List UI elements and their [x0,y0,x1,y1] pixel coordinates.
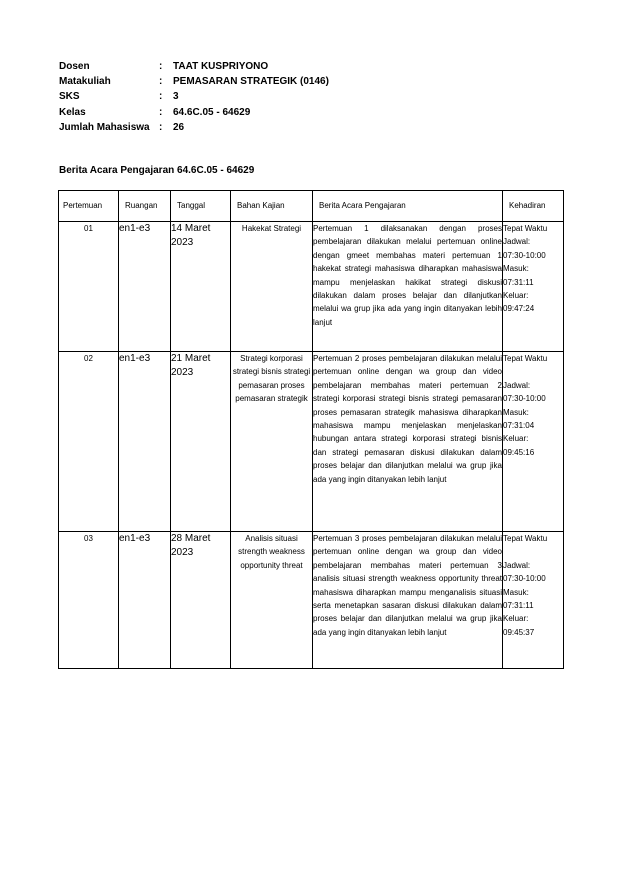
jadwal-value: 07:30-10:00 [503,250,546,260]
info-value-dosen: TAAT KUSPRIYONO [173,61,269,72]
info-label: Kelas [59,106,86,118]
info-label: Matakuliah [59,76,111,88]
cell-ruangan: en1-e3 [119,352,171,532]
cell-tanggal: 21 Maret 2023 [171,352,231,532]
section-title: Berita Acara Pengajaran 64.6C.05 - 64629 [59,165,255,176]
info-value-jumlah: 26 [173,121,185,133]
cell-berita: Pertemuan 2 proses pembelajaran dilakukan melalui pertemuan online dengan wa group dan video pembelajaran membahas materi pertemuan 2 strategi korporasi strategi bisnis strategi pemasaran proses pemasaran strategik mahasiswa diharapkan mahasiswa mampu menjelaskan menjelaskan hubungan antara strategi korporasi strategi bisnis dan strategi pemasaran diskusi dilakukan dalam proses belajar dan dilanjutkan melalui wa grup jika ada yang ingin ditanyakan lebih lanjut [313,352,503,532]
spacer [503,545,563,558]
cell-ruangan: en1-e3 [119,532,171,669]
cell-bahan: Strategi korporasi strategi bisnis strategi pemasaran proses pemasaran strategik [231,352,313,532]
col-header-berita: Berita Acara Pengajaran [313,191,503,222]
info-row-dosen [59,59,329,74]
col-header-kehadiran: Kehadiran [503,191,564,222]
info-value-matakuliah: PEMASARAN STRATEGIK (0146) [173,76,329,88]
info-row-jumlah [59,120,329,135]
cell-tanggal: 28 Maret 2023 [171,532,231,669]
keluar-label: Keluar: [503,614,529,624]
masuk-label: Masuk: [503,587,529,597]
cell-bahan: Hakekat Strategi [231,222,313,352]
info-label: SKS [59,91,80,103]
attendance-status: Tepat Waktu [503,534,548,543]
col-header-bahan: Bahan Kajian [231,191,313,222]
cell-kehadiran [503,222,564,352]
masuk-value: 07:31:04 [503,421,535,431]
attendance-status: Tepat Waktu [503,224,548,233]
jadwal-value: 07:30-10:00 [503,394,546,404]
cell-berita: Pertemuan 1 dilaksanakan dengan proses pembelajaran dilakukan melalui pertemuan online dengan gmeet membahas materi pertemuan 1 hakekat strategi mahasiswa diharapkan mahasiswa mampu menjelaskan hakikat strategi diskusi dilakukan dalam proses belajar dan dilanjutkan melalui wa grup jika ada yang ingin ditanyakan lebih lanjut [313,222,503,352]
cell-tanggal: 14 Maret 2023 [171,222,231,352]
cell-kehadiran [503,532,564,669]
info-value-sks: 3 [173,91,179,103]
cell-bahan: Analisis situasi strength weakness opportunity threat [231,532,313,669]
cell-ruangan: en1-e3 [119,222,171,352]
masuk-label: Masuk: [503,264,529,274]
masuk-value: 07:31:11 [503,601,534,611]
keluar-value: 09:45:16 [503,447,535,457]
info-row-kelas [59,105,329,120]
table-row [59,222,564,352]
info-value-kelas: 64.6C.05 - 64629 [173,106,251,118]
info-colon: : [159,106,163,118]
table-row [59,352,564,532]
table-header-row [59,191,564,222]
keluar-value: 09:47:24 [503,304,535,314]
info-label: Jumlah Mahasiswa [59,121,150,133]
info-colon: : [159,61,163,72]
jadwal-label: Jadwal: [503,237,531,247]
jadwal-label: Jadwal: [503,560,531,570]
cell-berita: Pertemuan 3 proses pembelajaran dilakukan melalui pertemuan online dengan wa group dan video pembelajaran membahas materi pertemuan 3 analisis situasi strength weakness opportunity threat mahasiswa diharapkan mampu menganalisis situasi serta menetapkan sasaran diskusi dilakukan dalam proses belajar dan dilanjutkan melalui wa grup jika ada yang ingin ditanyakan lebih lanjut [313,532,503,669]
keluar-value: 09:45:37 [503,627,535,637]
keluar-label: Keluar: [503,291,529,301]
attendance-table [58,190,564,669]
col-header-tanggal: Tanggal [171,191,231,222]
attendance-status: Tepat Waktu [503,354,548,363]
info-colon: : [159,91,163,103]
course-info [59,59,329,135]
info-row-sks [59,89,329,104]
info-label: Dosen [59,61,90,72]
info-row-matakuliah [59,74,329,89]
info-colon: : [159,76,163,88]
masuk-value: 07:31:11 [503,277,534,287]
jadwal-label: Jadwal: [503,380,531,390]
jadwal-value: 07:30-10:00 [503,574,546,584]
col-header-pertemuan: Pertemuan [59,191,119,222]
col-header-ruangan: Ruangan [119,191,171,222]
cell-kehadiran [503,352,564,532]
masuk-label: Masuk: [503,407,529,417]
keluar-label: Keluar: [503,434,529,444]
cell-pertemuan: 02 [59,352,119,532]
info-colon: : [159,121,163,133]
spacer [503,365,563,378]
table-row [59,532,564,669]
cell-pertemuan: 03 [59,532,119,669]
cell-pertemuan: 01 [59,222,119,352]
